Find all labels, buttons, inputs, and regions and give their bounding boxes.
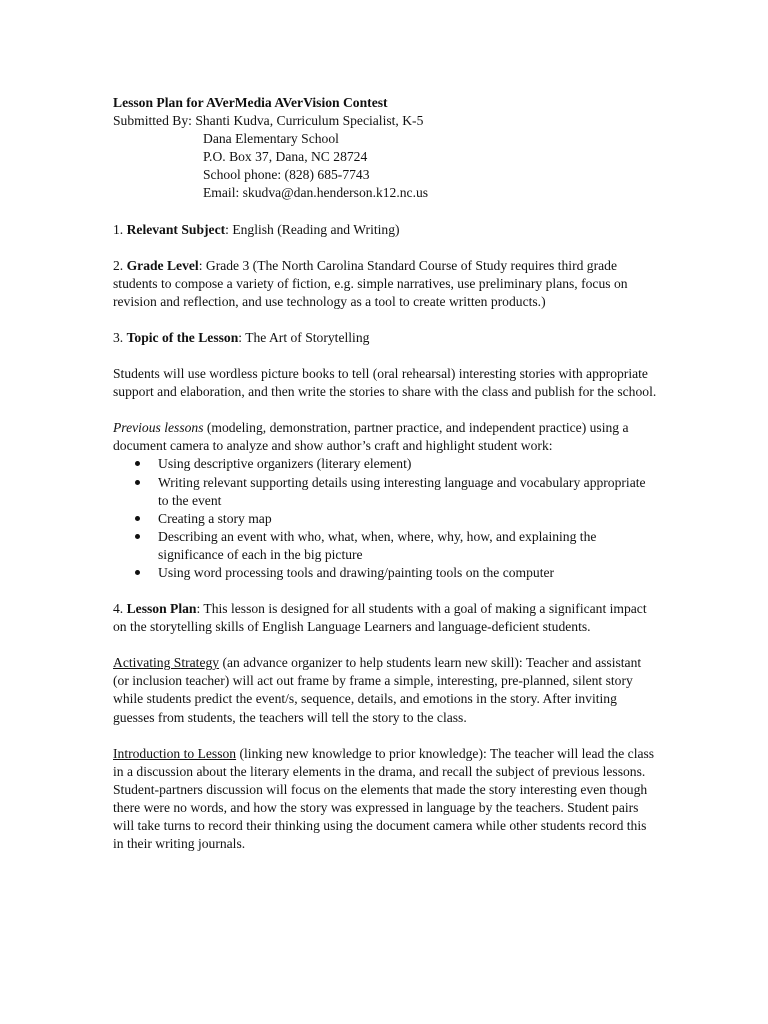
previous-lessons-label: Previous lessons — [113, 420, 204, 436]
bullet-icon — [135, 480, 140, 485]
submitter-name: Shanti Kudva, Curriculum Specialist, K-5 — [195, 113, 424, 129]
list-item — [113, 528, 658, 564]
introduction-text: (linking new knowledge to prior knowledge): The teacher will lead the class in a discussion about the literary elements in the drama, and recall the subject of previous lessons. Student-partners discussion will focus on the elements that made the story interesting even though there were no words, and how the story was expressed in language by the teachers. Student pairs will take turns to record their thinking using the document camera while other students record this in their writing journals. — [113, 745, 655, 852]
section-label: Relevant Subject — [126, 221, 226, 237]
list-item-text: Using descriptive organizers (literary element) — [158, 456, 412, 472]
section-label: Lesson Plan — [126, 601, 197, 617]
section-label: Grade Level — [126, 257, 199, 273]
list-item — [113, 510, 658, 528]
bullet-icon — [135, 534, 140, 539]
document-page — [113, 94, 658, 853]
address-phone: School phone: (828) 685-7743 — [203, 167, 370, 183]
section-number: 2. — [113, 257, 127, 273]
document-title: Lesson Plan for AVerMedia AVerVision Contest — [113, 95, 388, 110]
list-item-text: Describing an event with who, what, when, where, why, how, and explaining the significance of each in the big picture — [158, 528, 597, 562]
list-item-text: Writing relevant supporting details using interesting language and vocabulary appropriate to the event — [158, 474, 646, 508]
section-text: : English (Reading and Writing) — [225, 221, 400, 237]
section-grade-level — [113, 257, 658, 311]
bullet-icon — [135, 570, 140, 575]
section-number: 3. — [113, 329, 127, 345]
section-relevant-subject — [113, 221, 658, 239]
list-item — [113, 564, 658, 582]
previous-lessons-text: (modeling, demonstration, partner practice, and independent practice) using a document camera to analyze and show author’s craft and highlight student work: — [113, 420, 629, 454]
bullet-icon — [135, 516, 140, 521]
address-email: Email: skudva@dan.henderson.k12.nc.us — [203, 185, 429, 201]
section-number: 1. — [113, 221, 127, 237]
section-text: : Grade 3 (The North Carolina Standard Course of Study requires third grade students to compose a variety of fiction, e.g. simple narratives, use preliminary plans, focus on revision and reflection, and use technology as a tool to create written products.) — [113, 257, 628, 309]
section-text: : The Art of Storytelling — [238, 329, 370, 345]
address-school: Dana Elementary School — [203, 131, 339, 147]
list-item — [113, 455, 658, 473]
activating-strategy-label: Activating Strategy — [113, 655, 220, 671]
section-number: 4. — [113, 601, 127, 617]
activating-strategy — [113, 654, 658, 726]
section-label: Topic of the Lesson — [126, 329, 239, 345]
activating-strategy-text: (an advance organizer to help students learn new skill): Teacher and assistant (or inclusion teacher) will act out frame by frame a simple, interesting, pre-planned, silent story while students predict the event/s, sequence, details, and emotions in the story. After inviting guesses from students, the teachers will tell the story to the class. — [113, 655, 642, 725]
section-topic — [113, 329, 658, 347]
submitted-by-label: Submitted By: — [113, 113, 196, 129]
previous-lessons-intro — [113, 419, 658, 455]
section-text: : This lesson is designed for all students with a goal of making a significant impact on the storytelling skills of English Language Learners and language-deficient students. — [113, 601, 647, 635]
list-item — [113, 474, 658, 510]
introduction-label: Introduction to Lesson — [113, 745, 237, 761]
list-item-text: Using word processing tools and drawing/painting tools on the computer — [158, 564, 555, 580]
section-lesson-plan — [113, 600, 658, 636]
introduction-to-lesson — [113, 745, 658, 854]
bullet-icon — [135, 461, 140, 466]
list-item-text: Creating a story map — [158, 510, 272, 526]
previous-lessons-list — [113, 455, 658, 582]
address-po-box: P.O. Box 37, Dana, NC 28724 — [203, 149, 368, 165]
topic-description: Students will use wordless picture books to tell (oral rehearsal) interesting stories with appropriate support and elaboration, and then write the stories to share with the class and publish for the school. — [113, 366, 657, 400]
submitted-by-line — [113, 112, 658, 130]
